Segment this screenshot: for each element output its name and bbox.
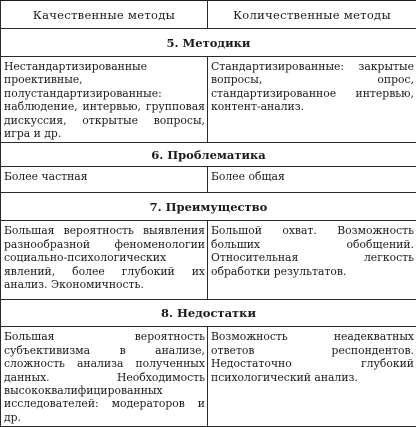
section-row-disadvantages [1, 300, 416, 327]
header-qualitative-methods: Качественные методы [1, 1, 208, 29]
content-row-problematics [1, 167, 416, 193]
content-row-advantages [1, 221, 416, 300]
cell-disadvantages-quantitative: Возможность неадекватных ответов респондентов. Недостаточно глубокий психологический анализ. [208, 327, 416, 427]
table-header-row [1, 1, 416, 29]
section-title-problematics: 6. Проблематика [1, 143, 416, 167]
cell-methodologies-qualitative: Нестандартизированные проективные, полустандартизированные: наблюдение, интервью, групповая дискуссия, открытые вопросы, игра и др. [1, 57, 208, 143]
section-row-advantages [1, 193, 416, 221]
cell-disadvantages-qualitative: Большая вероятность субъективизма в анализе, сложность анализа полученных данных. Необходимость высококвалифицированных исследователей: модераторов и др. [1, 327, 208, 427]
cell-advantages-qualitative: Большая вероятность выявления разнообразной феноменологии социально-психологических явлений, более глубокий их анализ. Экономичность. [1, 221, 208, 300]
content-row-methodologies [1, 57, 416, 143]
header-quantitative-methods: Количественные методы [208, 1, 416, 29]
cell-problematics-quantitative: Более общая [208, 167, 416, 193]
section-title-advantages: 7. Преимущество [1, 193, 416, 221]
content-row-disadvantages [1, 327, 416, 427]
cell-problematics-qualitative: Более частная [1, 167, 208, 193]
section-title-disadvantages: 8. Недостатки [1, 300, 416, 327]
section-row-methodologies [1, 29, 416, 57]
cell-advantages-quantitative: Большой охват. Возможность больших обобщений. Относительная легкость обработки результатов. [208, 221, 416, 300]
cell-methodologies-quantitative: Стандартизированные: закрытые вопросы, опрос, стандартизированное интервью, контент-анализ. [208, 57, 416, 143]
section-row-problematics [1, 143, 416, 167]
section-title-methodologies: 5. Методики [1, 29, 416, 57]
